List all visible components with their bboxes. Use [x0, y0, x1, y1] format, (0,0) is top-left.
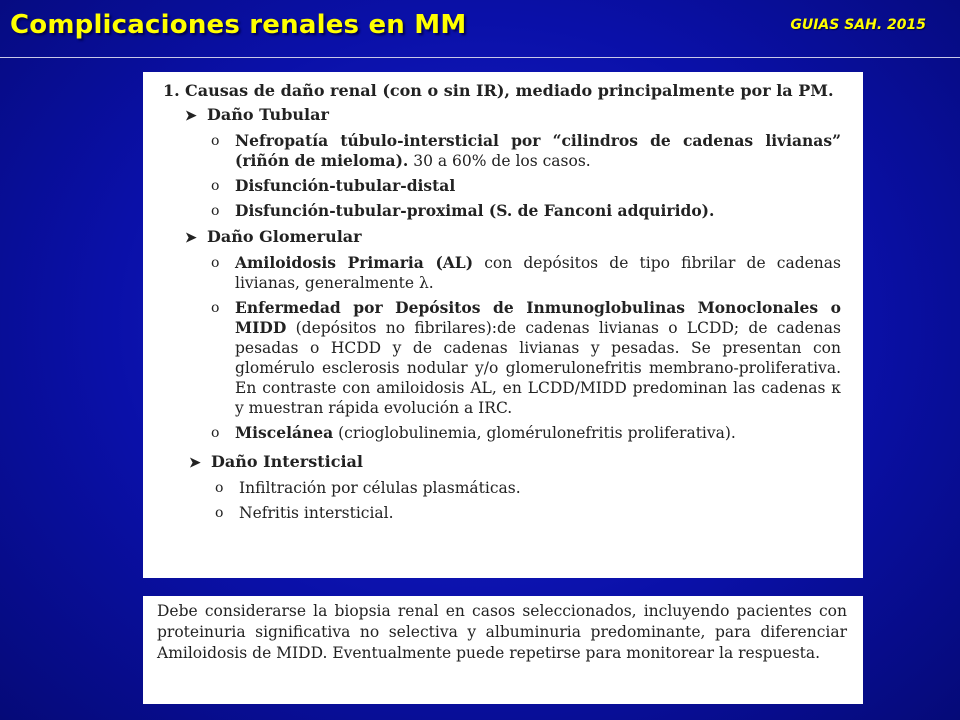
- item-text: Nefritis intersticial.: [239, 504, 394, 522]
- circle-bullet-icon: o: [215, 505, 224, 521]
- item-text: (crioglobulinemia, glomérulonefritis proliferativa).: [333, 424, 736, 442]
- title-divider: [0, 57, 960, 58]
- list-item: [215, 503, 841, 523]
- item-text: con depósitos de tipo fibrilar de cadenas livianas, generalmente λ.: [235, 254, 841, 292]
- heading-number: 1.: [163, 81, 180, 100]
- biopsy-note-panel: [143, 596, 863, 704]
- arrow-bullet-icon: ➤: [189, 455, 201, 471]
- list-item: [211, 176, 841, 196]
- section-title: [163, 226, 841, 249]
- circle-bullet-icon: o: [211, 178, 220, 194]
- item-bold-text: Nefropatía túbulo-intersticial por “cilindros de cadenas livianas” (riñón de mieloma).: [235, 131, 841, 170]
- heading-text: Causas de daño renal (con o sin IR), mediado principalmente por la PM.: [185, 81, 834, 100]
- section-title-text: Daño Intersticial: [211, 452, 363, 471]
- section-title: [163, 104, 841, 127]
- slide-title: Complicaciones renales en MM: [10, 10, 467, 40]
- item-bold-text: Miscelánea: [235, 423, 334, 442]
- list-item: [211, 298, 841, 418]
- source-label: GUIAS SAH. 2015: [790, 17, 926, 33]
- arrow-bullet-icon: ➤: [185, 230, 197, 246]
- item-bold-text: Disfunción-tubular-distal: [235, 176, 456, 195]
- item-text: Infiltración por células plasmáticas.: [239, 479, 521, 497]
- circle-bullet-icon: o: [211, 255, 220, 271]
- biopsy-note-text: Debe considerarse la biopsia renal en casos seleccionados, incluyendo pacientes con proteinuria significativa no selectiva y albuminuria predominante, para diferenciar Amiloidosis de MIDD. Eventualmente puede repetirse para monitorear la respuesta.: [157, 602, 847, 662]
- causes-panel: [143, 72, 863, 578]
- item-list: [167, 478, 841, 523]
- item-bold-text: Enfermedad por Depósitos de Inmunoglobulinas Monoclonales o MIDD: [235, 298, 841, 337]
- circle-bullet-icon: o: [211, 203, 220, 219]
- item-text: (depósitos no fibrilares):de cadenas livianas o LCDD; de cadenas pesadas o HCDD y de cadenas livianas y pesadas. Se presentan con glomérulo esclerosis nodular y/o glomerulonefritis membrano-proliferativa. En contraste con amiloidosis AL, en LCDD/MIDD predominan las cadenas κ y muestran rápida evolución a IRC.: [235, 319, 841, 417]
- circle-bullet-icon: o: [211, 300, 220, 316]
- section-title: [167, 451, 841, 474]
- section-title-text: Daño Glomerular: [207, 227, 362, 246]
- arrow-bullet-icon: ➤: [185, 108, 197, 124]
- item-bold-text: Amiloidosis Primaria (AL): [235, 253, 474, 272]
- item-list: [163, 253, 841, 443]
- circle-bullet-icon: o: [215, 480, 224, 496]
- section-tubular: [163, 104, 841, 221]
- item-text: 30 a 60% de los casos.: [408, 152, 591, 170]
- list-item: [211, 131, 841, 171]
- list-item: [211, 201, 841, 221]
- section-interstitial: [163, 451, 841, 523]
- section-title-text: Daño Tubular: [207, 105, 329, 124]
- circle-bullet-icon: o: [211, 425, 220, 441]
- item-bold-text: Disfunción-tubular-proximal (S. de Fanconi adquirido).: [235, 201, 715, 220]
- list-item: [215, 478, 841, 498]
- panel-heading: [163, 80, 841, 102]
- circle-bullet-icon: o: [211, 133, 220, 149]
- list-item: [211, 423, 841, 443]
- item-list: [163, 131, 841, 221]
- section-glomerular: [163, 226, 841, 443]
- list-item: [211, 253, 841, 293]
